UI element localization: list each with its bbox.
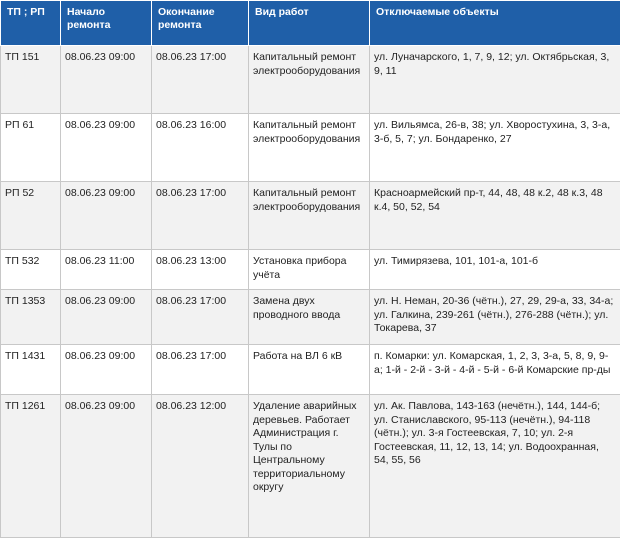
cell-repair-start: 08.06.23 09:00: [61, 182, 152, 250]
table-row: [1, 290, 620, 345]
header-work-type: Вид работ: [249, 1, 370, 46]
cell-substation: ТП 1431: [1, 345, 61, 395]
cell-repair-start: 08.06.23 09:00: [61, 290, 152, 345]
cell-repair-start: 08.06.23 11:00: [61, 250, 152, 290]
cell-substation: РП 61: [1, 114, 61, 182]
table-row: [1, 250, 620, 290]
cell-repair-end: 08.06.23 16:00: [152, 114, 249, 182]
cell-work-type: Установка прибора учёта: [249, 250, 370, 290]
cell-work-type: Удаление аварийных деревьев. Работает Администрация г. Тулы по Центральному территориальному округу: [249, 395, 370, 538]
cell-repair-start: 08.06.23 09:00: [61, 46, 152, 114]
cell-substation: ТП 1261: [1, 395, 61, 538]
cell-repair-end: 08.06.23 13:00: [152, 250, 249, 290]
table-row: [1, 395, 620, 538]
table-row: [1, 182, 620, 250]
cell-repair-end: 08.06.23 17:00: [152, 345, 249, 395]
cell-work-type: Капитальный ремонт электрооборудования: [249, 114, 370, 182]
table-row: [1, 345, 620, 395]
cell-affected-objects: ул. Тимирязева, 101, 101-а, 101-б: [370, 250, 620, 290]
cell-affected-objects: ул. Луначарского, 1, 7, 9, 12; ул. Октябрьская, 3, 9, 11: [370, 46, 620, 114]
cell-repair-start: 08.06.23 09:00: [61, 114, 152, 182]
cell-substation: ТП 151: [1, 46, 61, 114]
header-substation: ТП ; РП: [1, 1, 61, 46]
table-row: [1, 46, 620, 114]
cell-affected-objects: ул. Вильямса, 26-в, 38; ул. Хворостухина, 3, 3-а, 3-б, 5, 7; ул. Бондаренко, 27: [370, 114, 620, 182]
table-header-row: [1, 1, 620, 46]
cell-repair-start: 08.06.23 09:00: [61, 395, 152, 538]
cell-affected-objects: п. Комарки: ул. Комарская, 1, 2, 3, 3-а, 5, 8, 9, 9-а; 1-й - 2-й - 3-й - 4-й - 5-й - 6-й Комарские пр-ды: [370, 345, 620, 395]
cell-work-type: Работа на ВЛ 6 кВ: [249, 345, 370, 395]
cell-affected-objects: ул. Ак. Павлова, 143-163 (нечётн.), 144, 144-б; ул. Станиславского, 95-113 (нечётн.), 94-118 (чётн.); ул. 3-я Гостеевская, 7, 10; ул. 2-я Гостеевская, 11, 12, 13, 14; ул. Водоохранная, 54, 55, 56: [370, 395, 620, 538]
cell-repair-end: 08.06.23 17:00: [152, 182, 249, 250]
cell-work-type: Капитальный ремонт электрооборудования: [249, 182, 370, 250]
header-repair-start: Начало ремонта: [61, 1, 152, 46]
cell-affected-objects: Красноармейский пр-т, 44, 48, 48 к.2, 48 к.3, 48 к.4, 50, 52, 54: [370, 182, 620, 250]
cell-repair-end: 08.06.23 12:00: [152, 395, 249, 538]
cell-affected-objects: ул. Н. Неман, 20-36 (чётн.), 27, 29, 29-а, 33, 34-а; ул. Галкина, 239-261 (чётн.), 276-288 (чётн.); ул. Токарева, 37: [370, 290, 620, 345]
cell-repair-start: 08.06.23 09:00: [61, 345, 152, 395]
cell-repair-end: 08.06.23 17:00: [152, 290, 249, 345]
cell-repair-end: 08.06.23 17:00: [152, 46, 249, 114]
table-row: [1, 114, 620, 182]
cell-work-type: Капитальный ремонт электрооборудования: [249, 46, 370, 114]
cell-substation: РП 52: [1, 182, 61, 250]
header-affected-objects: Отключаемые объекты: [370, 1, 620, 46]
cell-work-type: Замена двух проводного ввода: [249, 290, 370, 345]
header-repair-end: Окончание ремонта: [152, 1, 249, 46]
cell-substation: ТП 532: [1, 250, 61, 290]
cell-substation: ТП 1353: [1, 290, 61, 345]
